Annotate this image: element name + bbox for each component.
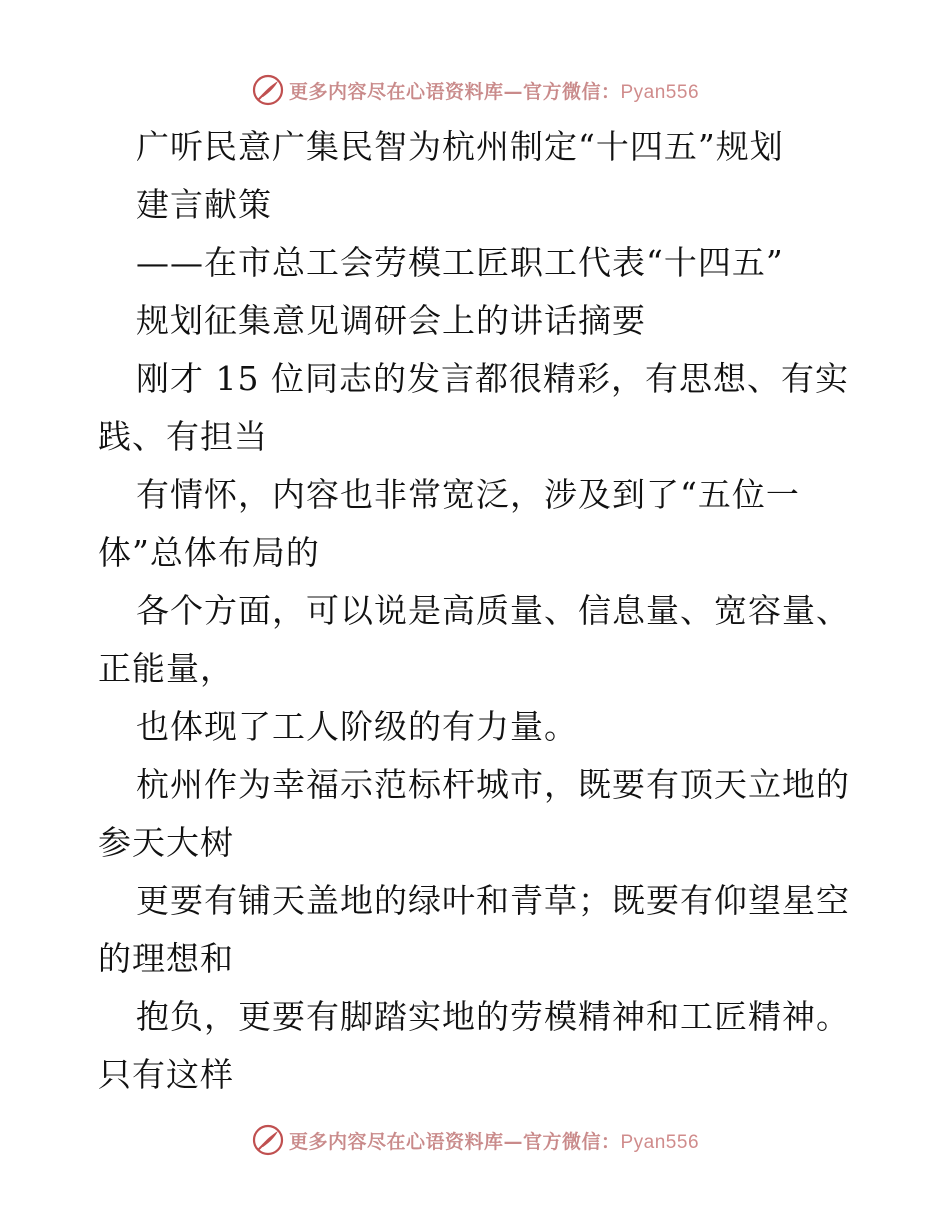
text-line: 更要有铺天盖地的绿叶和青草；既要有仰望星空 — [136, 881, 850, 920]
text-line: 践、有担当 — [98, 417, 268, 456]
feather-logo-icon — [251, 73, 285, 107]
text-line: 各个方面，可以说是高质量、信息量、宽容量、 — [136, 591, 850, 630]
feather-logo-icon — [251, 1123, 285, 1157]
text-line: 规划征集意见调研会上的讲话摘要 — [136, 301, 646, 340]
text-line: 刚才 15 位同志的发言都很精彩，有思想、有实 — [136, 359, 849, 398]
text-line: ——在市总工会劳模工匠职工代表“十四五” — [136, 243, 784, 282]
watermark-text: 更多内容尽在心语资料库—官方微信：Pyan556 — [288, 80, 700, 103]
watermark-wechat-id: Pyan556 — [620, 81, 700, 103]
header-watermark — [0, 70, 950, 110]
watermark-text: 更多内容尽在心语资料库—官方微信：Pyan556 — [288, 1130, 700, 1153]
text-line: 的理想和 — [98, 939, 234, 978]
text-line: 正能量， — [98, 649, 234, 688]
document-body — [98, 118, 858, 1104]
text-line: 建言献策 — [136, 185, 272, 224]
text-line: 抱负，更要有脚踏实地的劳模精神和工匠精神。 — [136, 997, 850, 1036]
text-line: 广听民意广集民智为杭州制定“十四五”规划 — [136, 127, 784, 166]
text-line: 杭州作为幸福示范标杆城市，既要有顶天立地的 — [136, 765, 850, 804]
text-line: 也体现了工人阶级的有力量。 — [136, 707, 578, 746]
text-line: 只有这样 — [98, 1055, 234, 1094]
text-line: 体”总体布局的 — [98, 533, 320, 572]
text-line: 参天大树 — [98, 823, 234, 862]
text-line: 有情怀，内容也非常宽泛，涉及到了“五位一 — [136, 475, 800, 514]
footer-watermark — [0, 1120, 950, 1160]
watermark-wechat-id: Pyan556 — [620, 1131, 700, 1153]
